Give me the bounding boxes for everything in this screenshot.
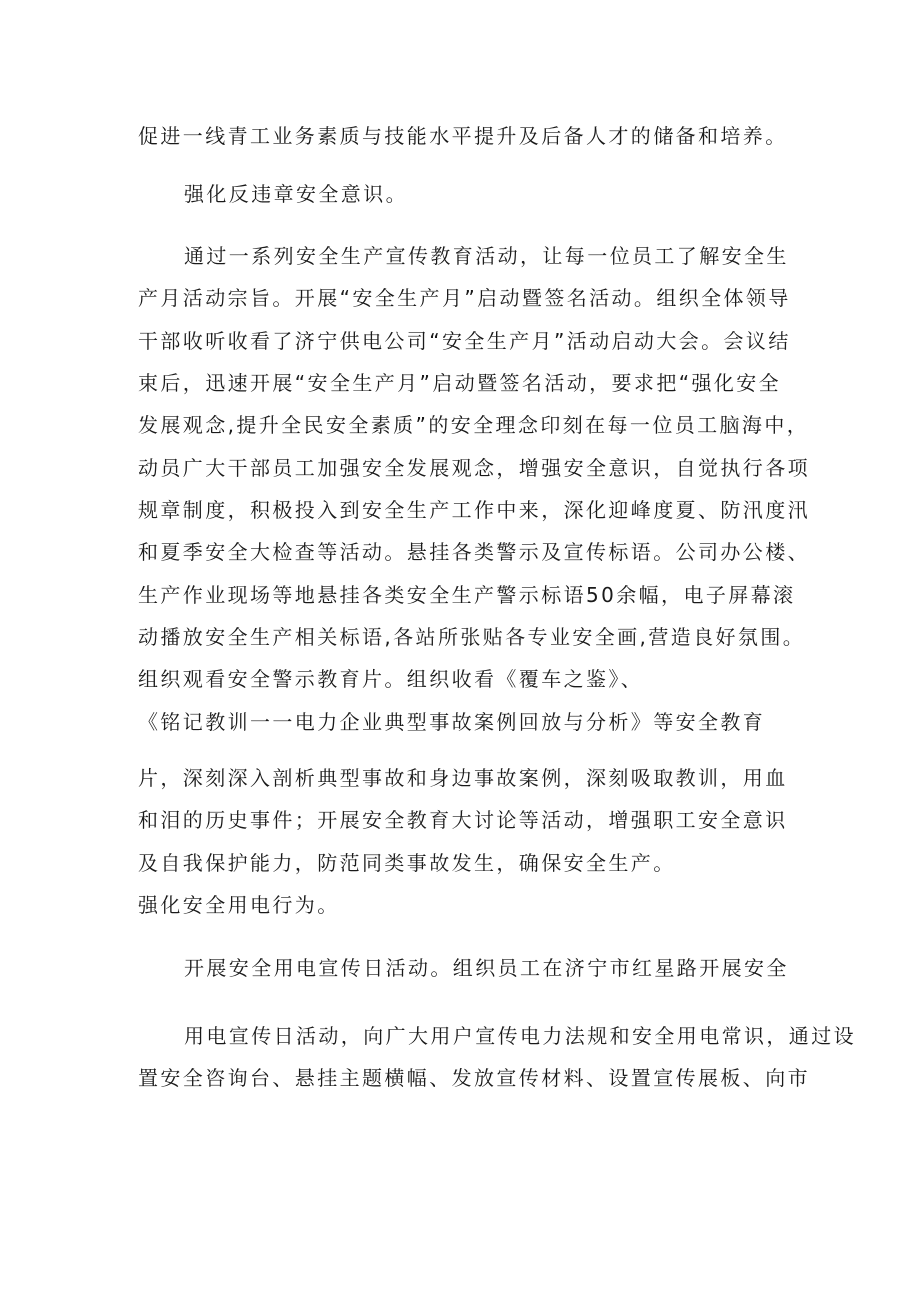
text-line: 规章制度，积极投入到安全生产工作中来，深化迎峰度夏、防汛度汛 — [138, 498, 810, 522]
text-line: 发展观念,提升全民安全素质”的安全理念印刻在每一位员工脑海中， — [138, 413, 810, 437]
text-line: 产月活动宗旨。开展“安全生产月”启动暨签名活动。组织全体领导 — [138, 286, 791, 310]
text-line: 片，深刻深入剖析典型事故和身边事故案例，深刻吸取教训，用血 — [138, 766, 788, 790]
text-line: 和泪的历史事件；开展安全教育大讨论等活动，增强职工安全意识 — [138, 808, 788, 832]
text-line: 用电宣传日活动，向广大用户宣传电力法规和安全用电常识，通过设 — [184, 1024, 856, 1048]
text-line: 动员广大干部员工加强安全发展观念，增强安全意识，自觉执行各项 — [138, 456, 810, 480]
text-line: 和夏季安全大检查等活动。悬挂各类警示及宣传标语。公司办公楼、 — [138, 540, 810, 564]
text-line: 束后，迅速开展“安全生产月”启动暨签名活动，要求把“强化安全 — [138, 371, 782, 395]
text-line: 组织观看安全警示教育片。组织收看《覆车之鉴》、 — [138, 667, 644, 691]
section-heading: 强化反违章安全意识。 — [184, 182, 408, 206]
text-line: 动播放安全生产相关标语,各站所张贴各专业安全画,营造良好氛围。 — [138, 625, 806, 649]
text-line: 及自我保护能力，防范同类事故发生，确保安全生产。 — [138, 851, 676, 875]
text-line: 《铭记教训一一电力企业典型事故案例回放与分析》等安全教育 — [138, 710, 766, 734]
text-line: 生产作业现场等地悬挂各类安全生产警示标语50余幅，电子屏幕滚 — [138, 583, 796, 607]
text-line: 促进一线青工业务素质与技能水平提升及后备人才的储备和培养。 — [138, 124, 788, 148]
text-line: 通过一系列安全生产宣传教育活动，让每一位员工了解安全生 — [184, 244, 789, 268]
text-line: 强化安全用电行为。 — [138, 893, 340, 917]
section-heading: 开展安全用电宣传日活动。组织员工在济宁市红星路开展安全 — [184, 956, 789, 980]
text-line: 干部收听收看了济宁供电公司“安全生产月”活动启动大会。会议结 — [138, 329, 791, 353]
text-line: 置安全咨询台、悬挂主题横幅、发放宣传材料、设置宣传展板、向市 — [138, 1066, 810, 1090]
